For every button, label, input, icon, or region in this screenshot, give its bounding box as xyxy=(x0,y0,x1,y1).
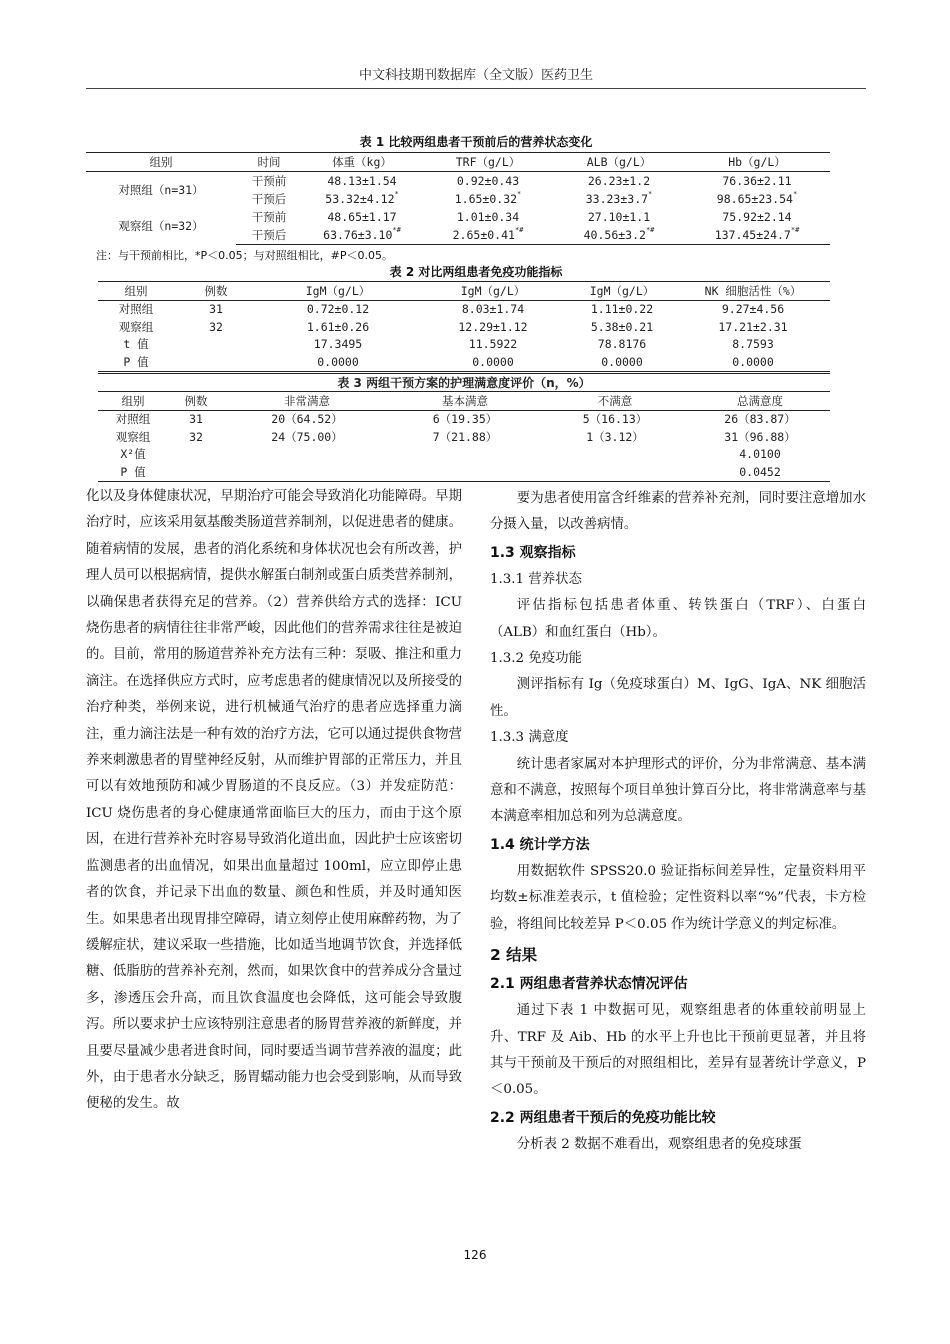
table-cell: 观察组 xyxy=(118,319,154,334)
star-mark: * xyxy=(648,190,653,198)
trf-cell: 1.01±0.34 xyxy=(456,210,520,224)
table-cell: 1.11±0.22 xyxy=(590,302,654,317)
table-cell: 0.0000 xyxy=(258,353,418,371)
table-cell: 12.29±1.12 xyxy=(458,319,528,334)
star-hash-mark: *# xyxy=(392,226,401,234)
table-cell: 17.3495 xyxy=(313,337,363,352)
table3-header-cell: 组别 xyxy=(98,392,168,411)
table-cell: 5.38±0.21 xyxy=(590,319,654,334)
trf-cell xyxy=(422,190,554,208)
table-row xyxy=(98,300,830,318)
table-row xyxy=(98,318,830,336)
table3-header-cell: 基本满意 xyxy=(390,392,540,411)
table-cell: 31（96.88） xyxy=(724,429,796,444)
hb-cell: 76.36±2.11 xyxy=(722,174,792,188)
alb-cell xyxy=(554,226,684,245)
star-mark: * xyxy=(394,190,399,198)
table-cell: 对照组 xyxy=(118,302,154,317)
alb-cell: 27.10±1.1 xyxy=(587,210,651,224)
table-cell xyxy=(540,463,690,481)
value: 137.45±24.7 xyxy=(714,228,791,242)
hb-cell xyxy=(684,226,830,245)
alb-cell: 26.23±1.2 xyxy=(587,174,651,188)
table-cell: X²值 xyxy=(120,447,146,462)
time-cell: 干预前 xyxy=(251,210,287,224)
table2-caption: 表 2 对比两组患者免疫功能指标 xyxy=(389,265,563,279)
table-row xyxy=(98,463,830,481)
table-row xyxy=(98,336,830,354)
section-heading: 2.2 两组患者干预后的免疫功能比较 xyxy=(490,1109,716,1126)
table1-caption: 表 1 比较两组患者干预前后的营养状态变化 xyxy=(359,135,593,149)
section-heading: 2.1 两组患者营养状态情况评估 xyxy=(490,976,688,993)
weight-cell: 48.13±1.54 xyxy=(327,174,397,188)
star-mark: * xyxy=(517,190,522,198)
table-cell: t 值 xyxy=(123,337,149,352)
table-cell: 8.7593 xyxy=(732,337,774,352)
table-cell: 6（19.35） xyxy=(432,412,498,427)
trf-cell: 0.92±0.43 xyxy=(456,174,520,188)
alb-cell xyxy=(554,190,684,208)
value: 33.23±3.7 xyxy=(585,192,649,206)
subsection-heading: 1.3.3 满意度 xyxy=(490,730,569,746)
table-cell: 31 xyxy=(189,412,203,427)
table1-header-cell: Hb（g/L） xyxy=(684,153,830,172)
table-cell: 32 xyxy=(209,319,223,334)
table-cell: 0.72±0.12 xyxy=(306,302,370,317)
table-cell xyxy=(174,353,258,371)
table1-note: 注：与干预前相比，*P＜0.05；与对照组相比，#P＜0.05。 xyxy=(96,249,393,262)
table-cell: 11.5922 xyxy=(468,337,518,352)
body-paragraph: 用数据软件 SPSS20.0 验证指标间差异性，定量资料用平均数±标准差表示，t 值检验；定性资料以率“%”代表，卡方检验，将组间比较差异 P＜0.05 作为统计学意义的判定标准。 xyxy=(490,863,866,932)
time-cell: 干预前 xyxy=(251,174,287,188)
header-rule xyxy=(86,88,866,89)
left-column xyxy=(86,484,462,1118)
table1-header-row xyxy=(86,153,830,172)
body-paragraph: 通过下表 1 中数据可见，观察组患者的体重较前明显上升、TRF 及 Aib、Hb 的水平上升也比干预前更显著，并且将其与干预前及干预后的对照组相比，差异有显著统计学意义，P＜0.05。 xyxy=(490,1003,866,1098)
table-cell xyxy=(224,463,390,481)
table-cell: 4.0100 xyxy=(739,447,781,462)
star-hash-mark: *# xyxy=(514,226,524,234)
table-cell: 5（16.13） xyxy=(582,412,648,427)
value: 1.65±0.32 xyxy=(454,192,518,206)
table-cell: 78.8176 xyxy=(597,337,647,352)
journal-header: 中文科技期刊数据库（全文版）医药卫生 xyxy=(358,68,593,83)
table-cell xyxy=(224,446,390,464)
table2-header-cell: 例数 xyxy=(174,282,258,301)
table-cell: 8.03±1.74 xyxy=(461,302,525,317)
table3-header-cell: 不满意 xyxy=(540,392,690,411)
table-row xyxy=(98,410,830,428)
table2-header-row xyxy=(98,282,830,301)
table-cell: 20（64.52） xyxy=(271,412,343,427)
table-row xyxy=(86,172,830,191)
table3-header-cell: 总满意度 xyxy=(690,392,830,411)
value: 53.32±4.12 xyxy=(325,192,395,206)
table3-header-cell: 例数 xyxy=(168,392,224,411)
body-paragraph: 评估指标包括患者体重、转铁蛋白（TRF）、白蛋白（ALB）和血红蛋白（Hb）。 xyxy=(490,598,866,640)
table-cell: 0.0000 xyxy=(676,353,830,371)
table-cell: 32 xyxy=(189,429,203,444)
group-cell: 对照组（n=31） xyxy=(118,183,204,197)
star-hash-mark: *# xyxy=(645,226,655,234)
table2-header-cell: 组别 xyxy=(98,282,174,301)
table2 xyxy=(98,281,830,372)
table2-header-cell: IgM（g/L） xyxy=(568,282,676,301)
table-cell: 7（21.88） xyxy=(432,429,498,444)
value: 63.76±3.10 xyxy=(323,228,393,242)
table1-header-cell: 组别 xyxy=(86,153,236,172)
table3 xyxy=(98,373,830,482)
table-row xyxy=(98,353,830,371)
table2-header-cell: IgM（g/L） xyxy=(418,282,568,301)
table-cell: 1（3.12） xyxy=(586,429,644,444)
table-cell: 24（75.00） xyxy=(271,429,343,444)
body-paragraph: 测评指标有 Ig（免疫球蛋白）M、IgG、IgA、NK 细胞活性。 xyxy=(490,677,866,719)
weight-cell xyxy=(302,190,422,208)
table1-header-cell: ALB（g/L） xyxy=(554,153,684,172)
body-paragraph: 化以及身体健康状况，早期治疗可能会导致消化功能障碍。早期治疗时，应该采用氨基酸类肠道营养制剂，以促进患者的健康。随着病情的发展，患者的消化系统和身体状况也会有所改善，护理人员可以根据病情，提供水解蛋白制剂或蛋白质类营养制剂，以确保患者获得充足的营养。（2）营养供给方式的选择：ICU 烧伤患者的病情往往非常严峻，因此他们的营养需求往往是被迫的。目前，常用的肠道营养补充方法有三种：泵吸、推注和重力滴注。在选择供应方式时，应考虑患者的健康情况以及所接受的治疗种类，举例来说，进行机械通气治疗的患者应选择重力滴注，重力滴注法是一种有效的治疗方法，它可以通过提供食物营养来刺激患者的胃壁神经反射，从而维护胃部的正常压力，并且可以有效地预防和减少胃肠道的不良反应。（3）并发症防范：ICU 烧伤患者的身心健康通常面临巨大的压力，而由于这个原因，在进行营养补充时容易导致消化道出血，因此护士应该密切监测患者的出血情况，如果出血量超过 100ml，应立即停止患者的饮食，并记录下出血的数量、颜色和性质，并及时通知医生。如果患者出现胃排空障碍，请立刻停止使用麻醉药物，为了缓解症状，建议采取一些措施，比如适当地调节饮食，并选择低糖、低脂肪的营养补充剂，然而，如果饮食中的营养成分含量过多，渗透压会升高，而且饮食温度也会降低，这可能会导致腹泻。所以要求护士应该特别注意患者的肠胃营养液的新鲜度，并且要尽量减少患者进食时间，同时要适当调节营养液的温度；此外，由于患者水分缺乏，肠胃蠕动能力也会受到影响，从而导致便秘的发生。故 xyxy=(86,489,462,1112)
table-cell: 1.61±0.26 xyxy=(306,319,370,334)
body-paragraph: 统计患者家属对本护理形式的评价，分为非常满意、基本满意和不满意，按照每个项目单独计算百分比，将非常满意率与基本满意率相加总和列为总满意度。 xyxy=(490,756,866,825)
table-cell: 观察组 xyxy=(115,429,151,444)
table-row xyxy=(98,446,830,464)
chapter-heading: 2 结果 xyxy=(490,946,538,965)
group-cell: 观察组（n=32） xyxy=(118,219,204,234)
value: 40.56±3.2 xyxy=(583,228,646,242)
table1 xyxy=(86,152,830,245)
value: 2.65±0.41 xyxy=(452,228,515,242)
weight-cell xyxy=(302,226,422,245)
table2-header-cell: NK 细胞活性（%） xyxy=(676,282,830,301)
table-cell: 对照组 xyxy=(115,412,151,427)
section-heading: 1.3 观察指标 xyxy=(490,544,576,561)
table2-header-cell: IgM（g/L） xyxy=(258,282,418,301)
value: 98.65±23.54 xyxy=(716,192,793,206)
table-cell: P 值 xyxy=(98,463,168,481)
star-hash-mark: *# xyxy=(790,226,800,234)
table-cell: 0.0000 xyxy=(418,353,568,371)
table-cell: 26（83.87） xyxy=(724,412,796,427)
hb-cell xyxy=(684,190,830,208)
subsection-heading: 1.3.1 营养状态 xyxy=(490,571,582,587)
hb-cell: 75.92±2.14 xyxy=(722,210,792,224)
subsection-heading: 1.3.2 免疫功能 xyxy=(490,651,582,667)
table-cell xyxy=(174,336,258,354)
table-cell: 0.0000 xyxy=(568,353,676,371)
body-paragraph: 要为患者使用富含纤维素的营养补充剂，同时要注意增加水分摄入量，以改善病情。 xyxy=(490,491,866,533)
table3-caption: 表 3 两组干预方案的护理满意度评价（n，%） xyxy=(337,376,591,390)
table-cell: 9.27±4.56 xyxy=(721,302,785,317)
table-row xyxy=(86,208,830,226)
table-cell: P 值 xyxy=(98,353,174,371)
table-cell: 0.0452 xyxy=(690,463,830,481)
table1-header-cell: TRF（g/L） xyxy=(422,153,554,172)
table-cell: 31 xyxy=(209,302,223,317)
table-cell xyxy=(168,446,224,464)
table-row xyxy=(98,428,830,446)
time-cell: 干预后 xyxy=(236,226,302,245)
table-cell xyxy=(540,446,690,464)
table3-caption-cell xyxy=(98,374,830,392)
table1-header-cell: 时间 xyxy=(236,153,302,172)
right-column xyxy=(490,486,866,1158)
table3-caption-row xyxy=(98,374,830,392)
weight-cell: 48.65±1.17 xyxy=(327,210,397,224)
section-heading: 1.4 统计学方法 xyxy=(490,836,590,853)
trf-cell xyxy=(422,226,554,245)
time-cell: 干预后 xyxy=(251,192,287,206)
page-number: 126 xyxy=(463,1248,487,1262)
table3-header-cell: 非常满意 xyxy=(224,392,390,411)
star-mark: * xyxy=(792,190,798,198)
table-cell xyxy=(168,463,224,481)
table-cell: 17.21±2.31 xyxy=(718,319,788,334)
table1-header-cell: 体重（kg） xyxy=(302,153,422,172)
table3-header-row xyxy=(98,392,830,411)
body-paragraph: 分析表 2 数据不难看出，观察组患者的免疫球蛋 xyxy=(516,1136,802,1152)
table-cell xyxy=(390,446,540,464)
table-cell xyxy=(390,463,540,481)
